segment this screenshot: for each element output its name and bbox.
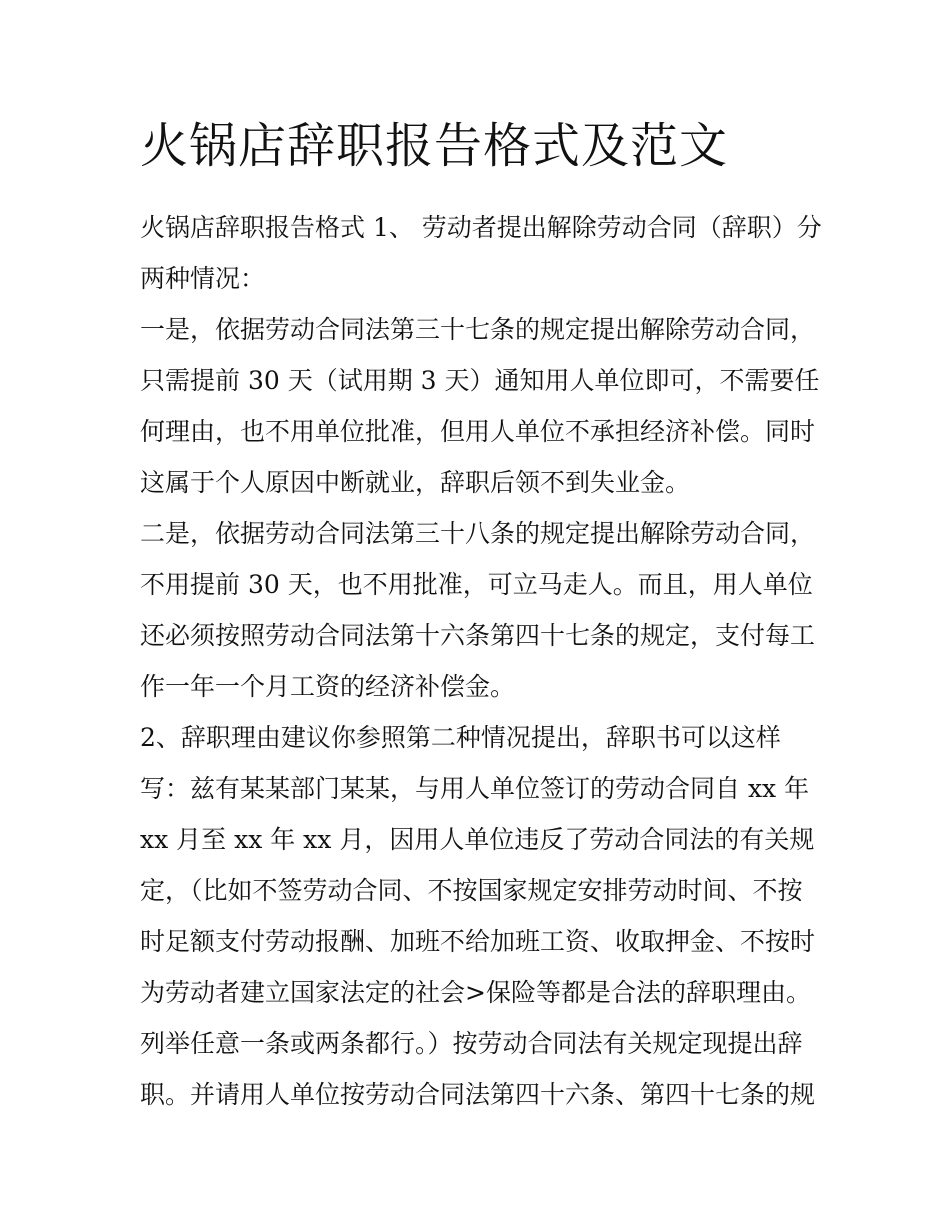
body-line: 只需提前 30 天（试用期 3 天）通知用人单位即可，不需要任 [140,366,820,395]
document-page [140,112,822,1120]
document-title: 火锅店辞职报告格式及范文 [140,118,729,174]
body-line: 职。并请用人单位按劳动合同法第四十六条、第四十七条的规 [140,1080,816,1109]
body-line: 何理由，也不用单位批准，但用人单位不承担经济补偿。同时 [140,417,816,446]
document-body [140,202,822,1120]
body-line: xx 月至 xx 年 xx 月，因用人单位违反了劳动合同法的有关规 [140,825,815,854]
body-line: 写：兹有某某部门某某，与用人单位签订的劳动合同自 xx 年 [140,774,810,803]
body-line: 作一年一个月工资的经济补偿金。 [140,672,516,701]
body-line: 定，（比如不签劳动合同、不按国家规定安排劳动时间、不按 [140,876,803,905]
body-line: 为劳动者建立国家法定的社会>保险等都是合法的辞职理由。 [140,978,811,1007]
body-line: 时足额支付劳动报酬、加班不给加班工资、收取押金、不按时 [140,927,816,956]
body-line: 二是，依据劳动合同法第三十八条的规定提出解除劳动合同， [140,519,816,548]
body-line: 火锅店辞职报告格式 1、 劳动者提出解除劳动合同（辞职）分 [140,213,822,242]
body-line: 2、辞职理由建议你参照第二种情况提出，辞职书可以这样 [140,723,781,752]
body-line: 两种情况： [140,264,266,293]
body-line: 列举任意一条或两条都行。）按劳动合同法有关规定现提出辞 [140,1029,803,1058]
body-line: 这属于个人原因中断就业，辞职后领不到失业金。 [140,468,691,497]
body-line: 还必须按照劳动合同法第十六条第四十七条的规定，支付每工 [140,621,816,650]
body-line: 一是，依据劳动合同法第三十七条的规定提出解除劳动合同， [140,315,816,344]
body-line: 不用提前 30 天，也不用批准，可立马走人。而且，用人单位 [140,570,813,599]
